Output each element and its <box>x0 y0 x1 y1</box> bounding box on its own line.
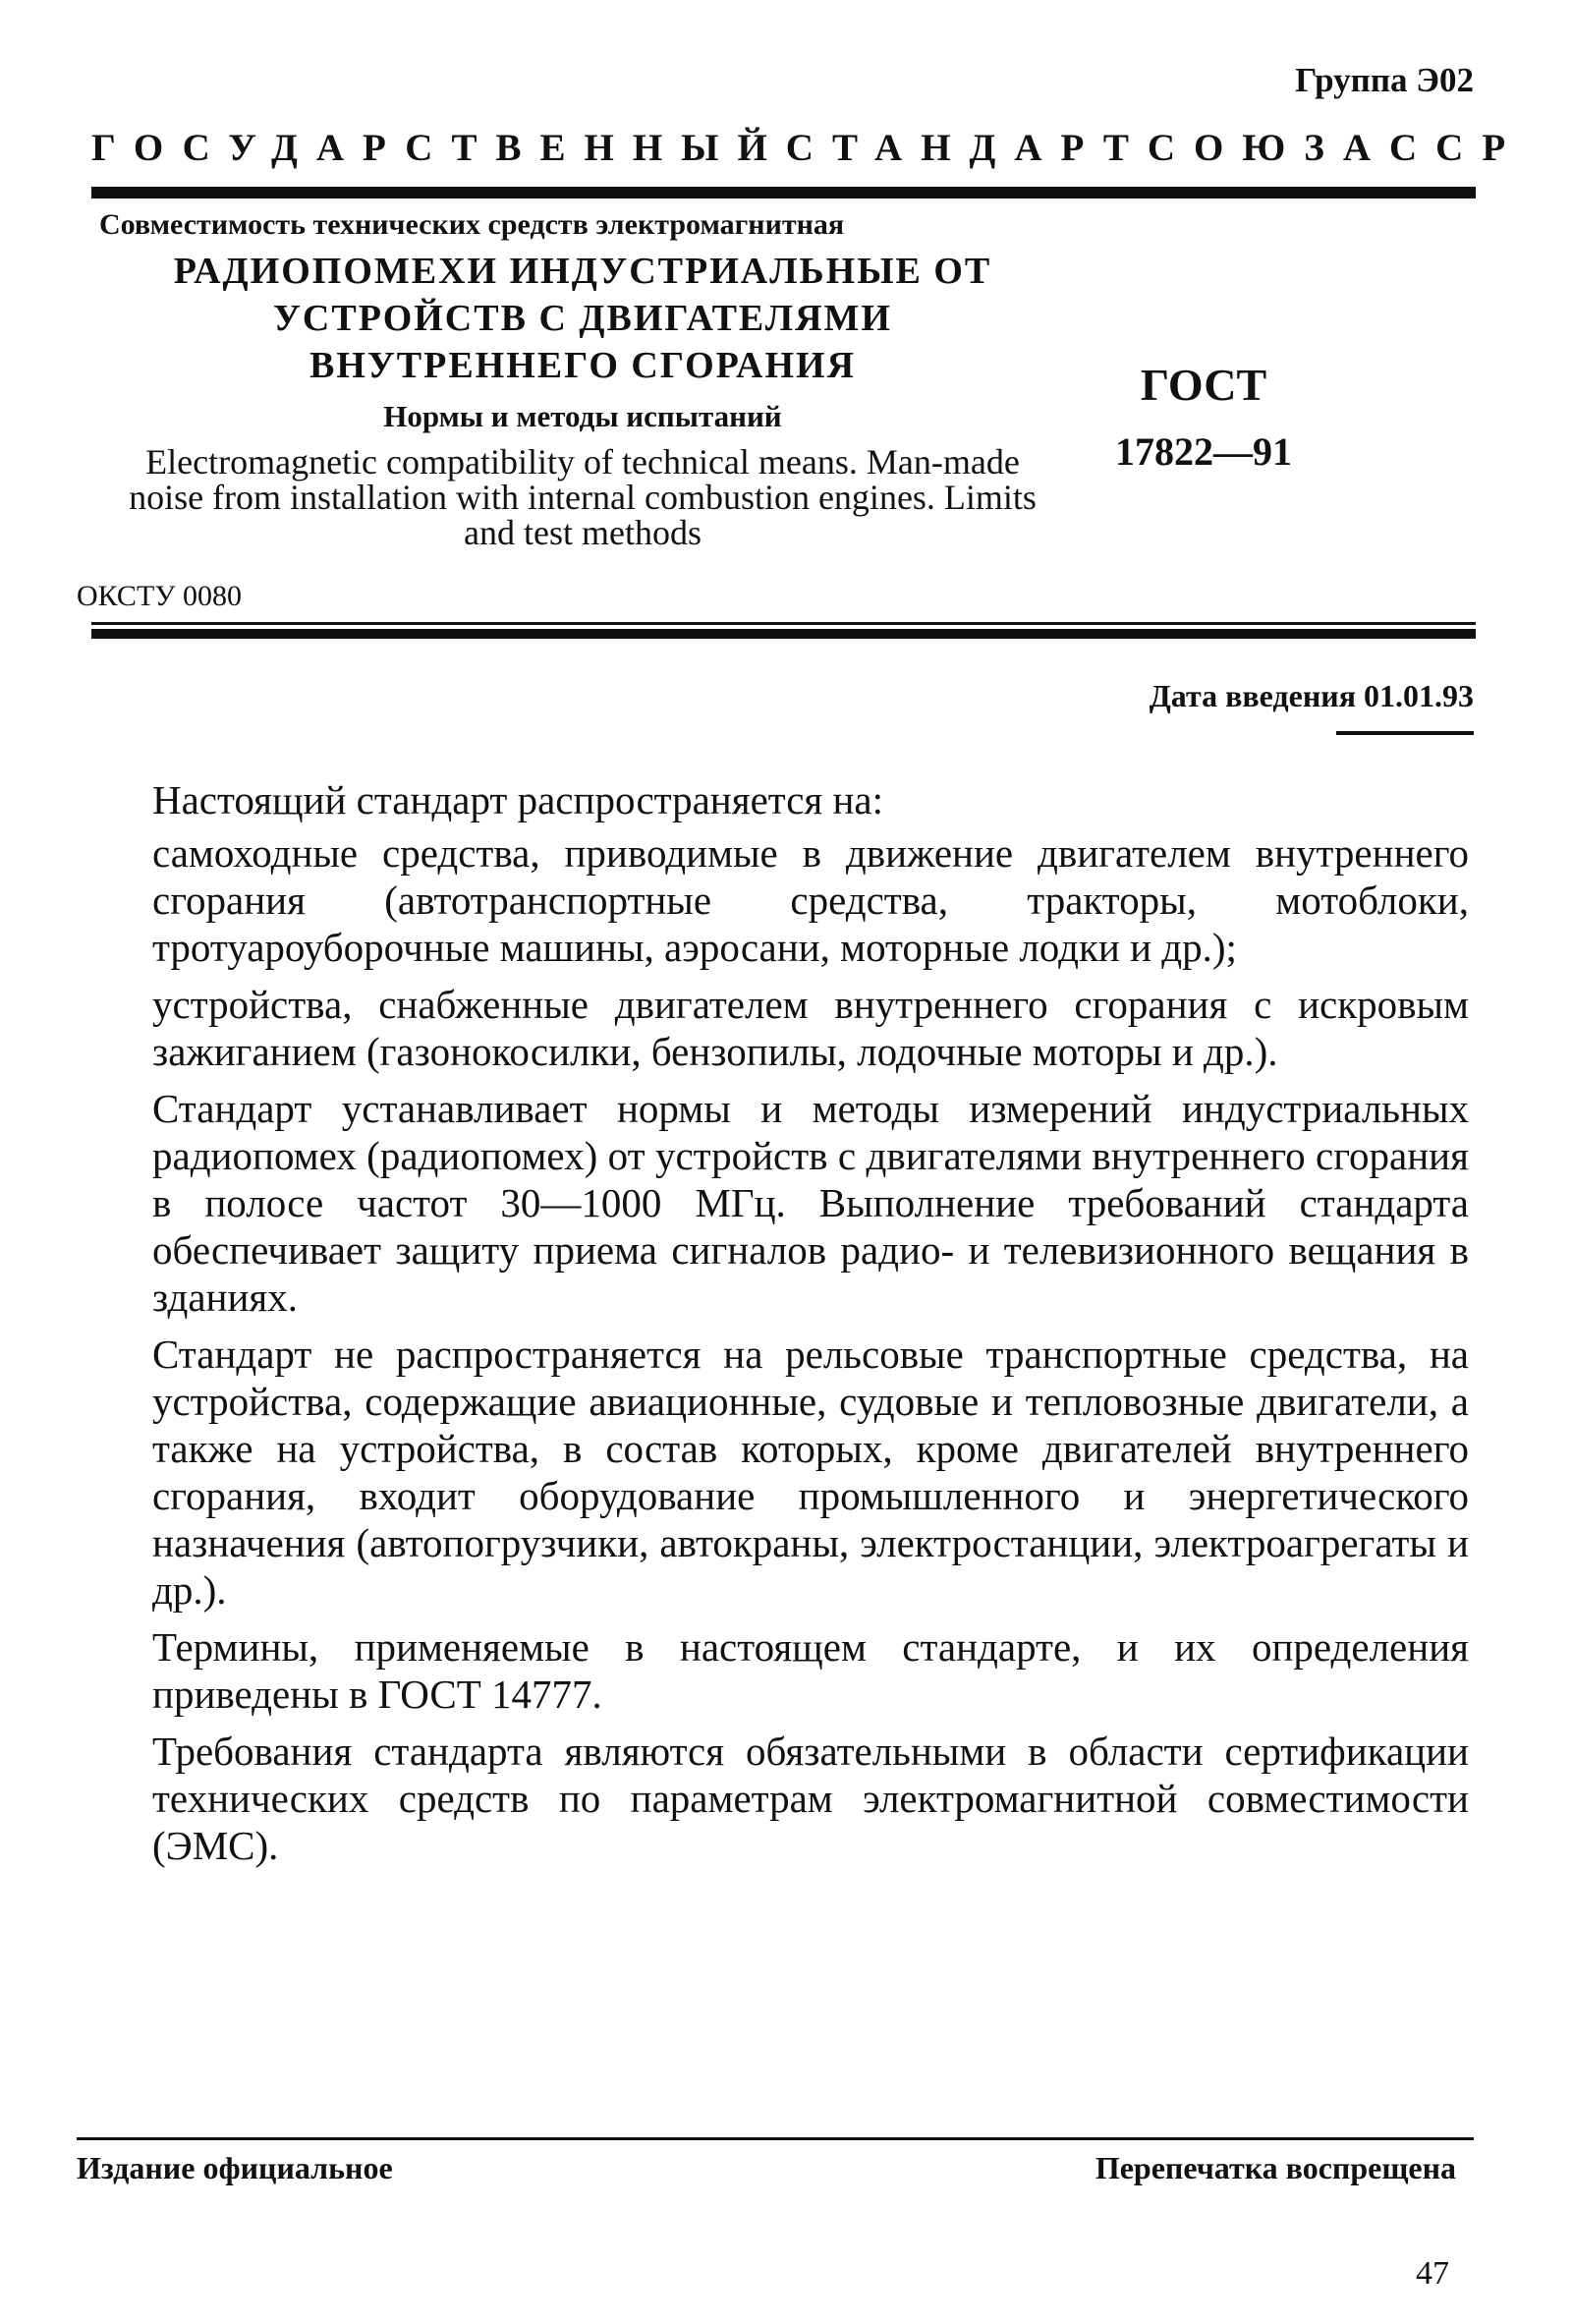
page-number: 47 <box>1416 2255 1449 2292</box>
header-word-2: СТАНДАРТ <box>785 127 1148 169</box>
header-word-4: ССР <box>1389 127 1525 169</box>
document-subtitle: Нормы и методы испытаний <box>383 399 782 433</box>
standard-header-title <box>91 126 1525 170</box>
intro-date: Дата введения 01.01.93 <box>1149 678 1474 713</box>
paragraph-3: устройства, снабженные двигателем внутреннего сгорания с искровым зажиганием (газонокосилки, бензопилы, лодочные моторы и др.). <box>152 982 1469 1074</box>
intro-date-underline <box>1336 731 1474 735</box>
body-text <box>152 776 1469 1879</box>
group-label: Группа Э02 <box>1295 61 1474 99</box>
paragraph-1: Настоящий стандарт распространяется на: <box>152 777 884 822</box>
header-word-3: СОЮЗА <box>1147 127 1390 169</box>
document-title: РАДИОПОМЕХИ ИНДУСТРИАЛЬНЫЕ ОТ УСТРОЙСТВ С ДВИГАТЕЛЯМИ ВНУТРЕННЕГО СГОРАНИЯ <box>173 251 992 386</box>
paragraph-4: Стандарт устанавливает нормы и методы измерений индустриальных радиопомех (радиопомех) от устройств с двигателями внутреннего сгорания в полосе частот 30—1000 МГц. Выполнение требований стандарта обеспечивает защиту приема сигналов радио- и телевизионного вещания в зданиях. <box>152 1086 1469 1320</box>
gost-label: ГОСТ <box>1140 360 1267 410</box>
title-block <box>91 204 1074 550</box>
title-rule-thick <box>91 629 1476 639</box>
paragraph-2: самоходные средства, приводимые в движение двигателем внутреннего сгорания (автотранспортные средства, тракторы, мотоблоки, тротуароуборочные машины, аэросани, моторные лодки и др.); <box>152 830 1469 970</box>
header-word-1: ГОСУДАРСТВЕННЫЙ <box>91 127 786 169</box>
edition-note: Издание официальное <box>77 2150 393 2185</box>
paragraph-6: Термины, применяемые в настоящем стандарте, и их определения приведены в ГОСТ 14777. <box>152 1624 1469 1717</box>
category-line: Совместимость технических средств электромагнитная <box>99 208 845 241</box>
paragraph-5: Стандарт не распространяется на рельсовые транспортные средства, на устройства, содержащие авиационные, судовые и тепловозные двигатели, а также на устройства, в состав которых, кроме двигателей внутреннего сгорания, входит оборудование промышленного и энергетического назначения (автопогрузчики, автокраны, электростанции, электроагрегаты и др.). <box>152 1332 1469 1613</box>
okstu-code: ОКСТУ 0080 <box>77 580 243 612</box>
title-rule-thin <box>91 622 1476 625</box>
reprint-note: Перепечатка воспрещена <box>1095 2150 1456 2185</box>
footer-rule <box>77 2137 1474 2140</box>
gost-designation <box>1100 359 1307 475</box>
gost-number: 17822—91 <box>1115 429 1292 474</box>
paragraph-7: Требования стандарта являются обязательными в области сертификации технических средств по параметрам электромагнитной совместимости (ЭМС). <box>152 1729 1469 1868</box>
header-rule-thick <box>91 187 1476 198</box>
english-title: Electromagnetic compatibility of technical means. Man-made noise from installation with internal combustion engines. Limits and test methods <box>129 442 1037 552</box>
